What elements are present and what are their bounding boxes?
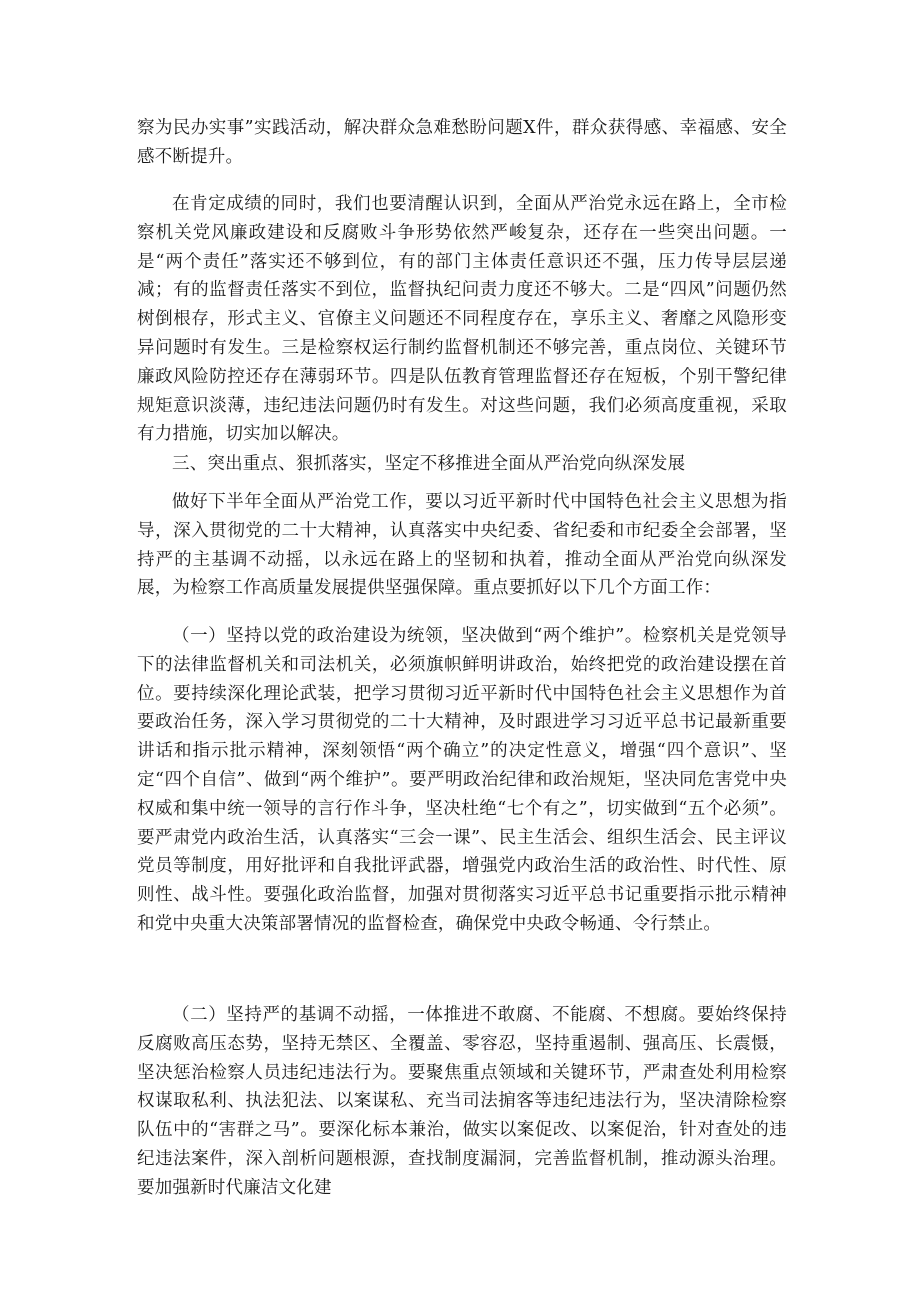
paragraph-3: 做好下半年全面从严治党工作，要以习近平新时代中国特色社会主义思想为指导，深入贯彻党的二十大精神，认真落实中央纪委、省纪委和市纪委全会部署，坚持严的主基调不动摇，以永远在路上的坚韧和执着，推动全面从严治党向纵深发展，为检察工作高质量发展提供坚强保障。重点要抓好以下几个方面工作： xyxy=(137,492,787,599)
paragraph-5: （二）坚持严的基调不动摇，一体推进不敢腐、不能腐、不想腐。要始终保持反腐败高压态势，坚持无禁区、全覆盖、零容忍，坚持重遏制、强高压、长震慑，坚决惩治检察人员违纪违法行为。要聚焦重点领域和关键环节，严肃查处利用检察权谋取私利、执法犯法、以案谋私、充当司法掮客等违纪违法行为，坚决清除检察队伍中的“害群之马”。要深化标本兼治，做实以案促改、以案促治，针对查处的违纪违法案件，深入剖析问题根源，查找制度漏洞，完善监督机制，推动源头治理。要加强新时代廉洁文化建 xyxy=(137,1005,787,1198)
paragraph-2: 在肯定成绩的同时，我们也要清醒认识到，全面从严治党永远在路上，全市检察机关党风廉政建设和反腐败斗争形势依然严峻复杂，还存在一些突出问题。一是“两个责任”落实还不够到位，有的部门主体责任意识还不强，压力传导层层递减；有的监督责任落实不到位，监督执纪问责力度还不够大。二是“四风”问题仍然树倒根存，形式主义、官僚主义问题还不同程度存在，享乐主义、奢靡之风隐形变异问题时有发生。三是检察权运行制约监督机制还不够完善，重点岗位、关键环节廉政风险防控还存在薄弱环节。四是队伍教育管理监督还存在短板，个别干警纪律规矩意识淡薄，违纪违法问题仍时有发生。对这些问题，我们必须高度重视，采取有力措施，切实加以解决。 xyxy=(137,194,787,445)
paragraph-1: 察为民办实事”实践活动，解决群众急难愁盼问题X件，群众获得感、幸福感、安全感不断提升。 xyxy=(137,118,787,167)
section-heading-3: 三、突出重点、狠抓落实，坚定不移推进全面从严治党向纵深发展 xyxy=(172,454,686,474)
paragraph-4: （一）坚持以党的政治建设为统领，坚决做到“两个维护”。检察机关是党领导下的法律监督机关和司法机关，必须旗帜鲜明讲政治，始终把党的政治建设摆在首位。要持续深化理论武装，把学习贯彻习近平新时代中国特色社会主义思想作为首要政治任务，深入学习贯彻党的二十大精神，及时跟进学习习近平总书记最新重要讲话和指示批示精神，深刻领悟“两个确立”的决定性意义，增强“四个意识”、坚定“四个自信”、做到“两个维护”。要严明政治纪律和政治规矩，坚决同危害党中央权威和集中统一领导的言行作斗争，坚决杜绝“七个有之”，切实做到“五个必须”。要严肃党内政治生活，认真落实“三会一课”、民主生活会、组织生活会、民主评议党员等制度，用好批评和自我批评武器，增强党内政治生活的政治性、时代性、原则性、战斗性。要强化政治监督，加强对贯彻落实习近平总书记重要指示批示精神和党中央重大决策部署情况的监督检查，确保党中央政令畅通、令行禁止。 xyxy=(137,626,787,934)
